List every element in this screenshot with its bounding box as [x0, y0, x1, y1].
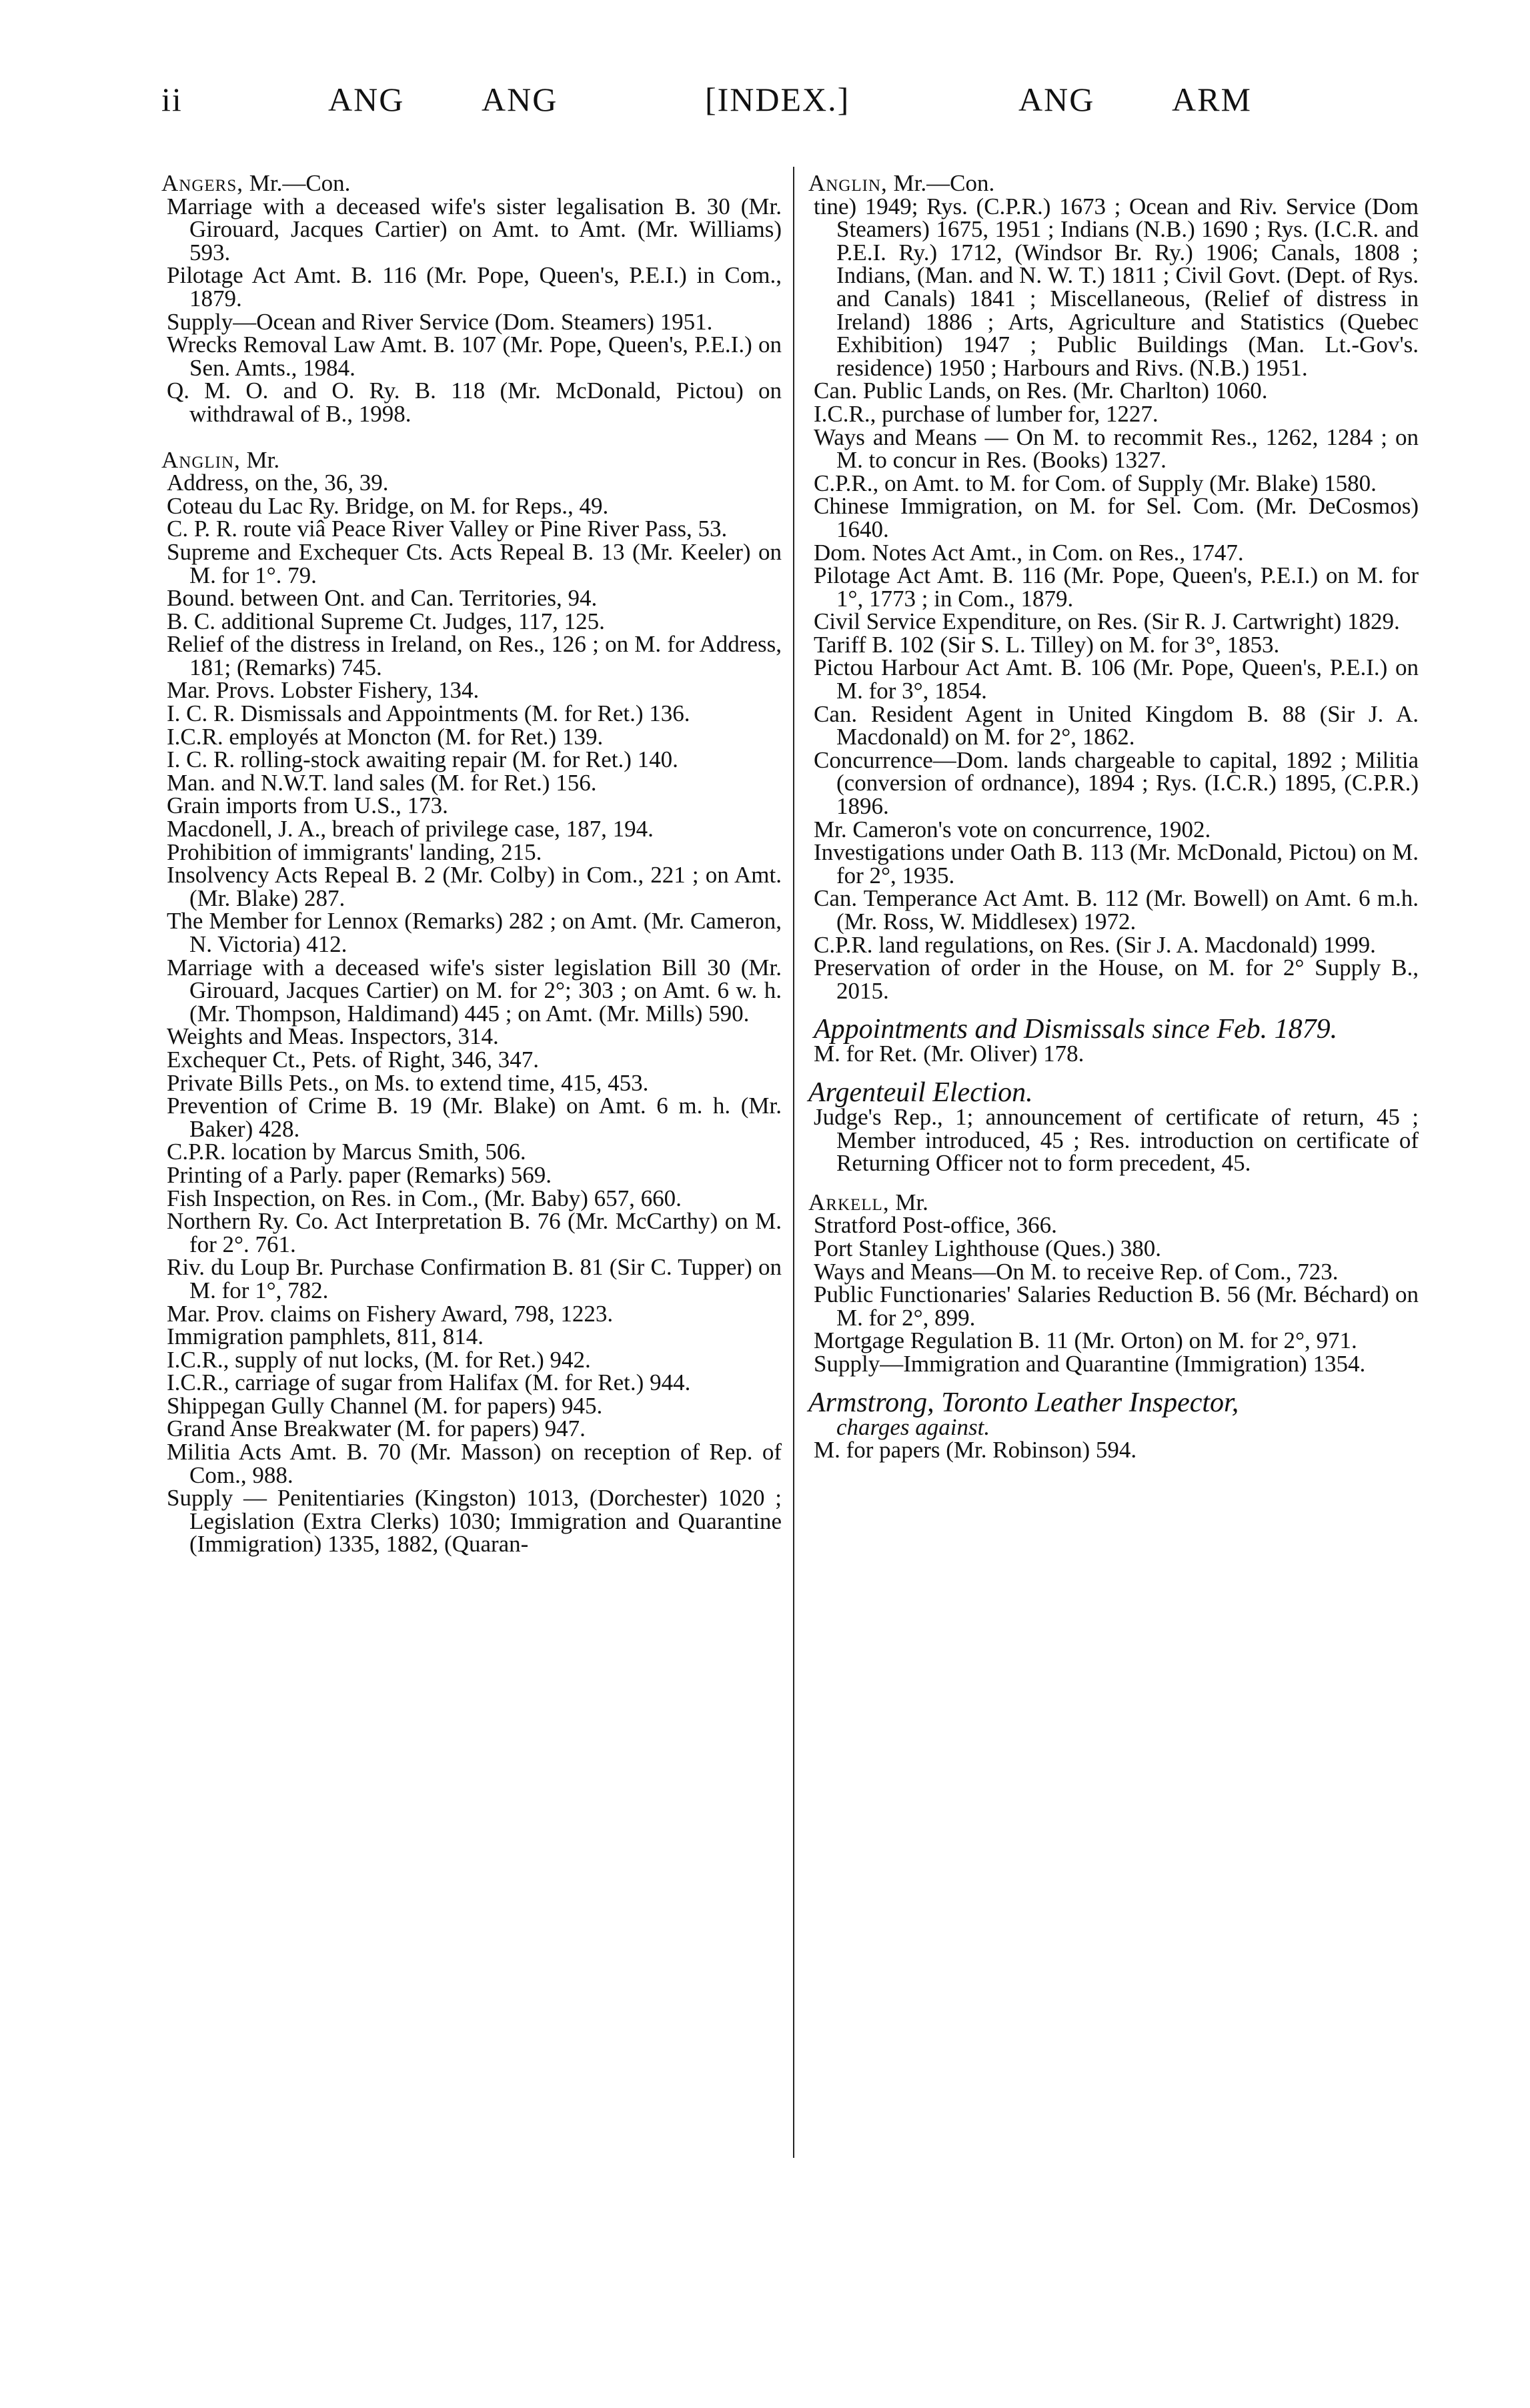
index-line: Q. M. O. and O. Ry. B. 118 (Mr. McDonald, Pictou) on withdrawal of B., 1998.: [167, 378, 782, 427]
index-line: Can. Resident Agent in United Kingdom B. 88 (Sir J. A. Macdonald) on M. for 2°, 1862.: [814, 700, 1419, 750]
index-line: Shippegan Gully Channel (M. for papers) 945.: [167, 1392, 603, 1419]
index-line: Address, on the, 36, 39.: [167, 470, 389, 496]
topic-subheading: charges against.: [836, 1413, 990, 1440]
entry-title: Mr.—Con.: [893, 170, 995, 196]
index-line: Exchequer Ct., Pets. of Right, 346, 347.: [167, 1046, 540, 1073]
index-line: Supply—Ocean and River Service (Dom. Steamers) 1951.: [167, 308, 713, 335]
entry-title: Mr.—Con.: [249, 170, 351, 196]
index-line: Mar. Provs. Lobster Fishery, 134.: [167, 677, 480, 704]
entry-title: Mr.: [246, 446, 280, 473]
guide-word-3: ANG: [1018, 81, 1095, 118]
index-line: Dom. Notes Act Amt., in Com. on Res., 1747.: [814, 539, 1244, 566]
index-line: Supreme and Exchequer Cts. Acts Repeal B. 13 (Mr. Keeler) on M. for 1°. 79.: [167, 538, 782, 588]
entry-name: Angers,: [161, 170, 243, 196]
entry-arkell: [808, 1191, 1419, 1376]
index-line: Supply—Immigration and Quarantine (Immigration) 1354.: [814, 1350, 1366, 1377]
entry-name: Arkell,: [808, 1189, 890, 1215]
index-line: Riv. du Loup Br. Purchase Confirmation B. 81 (Sir C. Tupper) on M. for 1°, 782.: [167, 1254, 782, 1303]
entry-appointments: [808, 1016, 1419, 1066]
index-line: I.C.R., supply of nut locks, (M. for Ret.) 942.: [167, 1346, 591, 1373]
index-line: Militia Acts Amt. B. 70 (Mr. Masson) on reception of Rep. of Com., 988.: [167, 1439, 782, 1488]
topic-heading: Armstrong, Toronto Leather Inspector,: [808, 1387, 1239, 1418]
index-line: Marriage with a deceased wife's sister legalisation B. 30 (Mr. Girouard, Jacques Cartier) on Amt. to Amt. (Mr. Williams) 593.: [167, 193, 782, 265]
index-line: C.P.R. location by Marcus Smith, 506.: [167, 1139, 526, 1165]
index-line: C.P.R., on Amt. to M. for Com. of Supply (Mr. Blake) 1580.: [814, 470, 1377, 496]
index-line: Pictou Harbour Act Amt. B. 106 (Mr. Pope, Queen's, P.E.I.) on M. for 3°, 1854.: [814, 654, 1419, 704]
section-title: [INDEX.]: [705, 81, 850, 118]
entry-items: [808, 1214, 1419, 1375]
index-line: Wrecks Removal Law Amt. B. 107 (Mr. Pope, Queen's, P.E.I.) on Sen. Amts., 1984.: [167, 332, 782, 381]
index-line: Man. and N.W.T. land sales (M. for Ret.) 156.: [167, 769, 597, 796]
entry-argenteuil: [808, 1079, 1419, 1175]
index-line: I.C.R., carriage of sugar from Halifax (M. for Ret.) 944.: [167, 1369, 691, 1396]
entry-items: [808, 1439, 1419, 1462]
entry-items: [808, 195, 1419, 1003]
entry-heading: [808, 1191, 1419, 1215]
entry-angers-continued: [161, 172, 782, 426]
index-line: Preservation of order in the House, on M. for 2° Supply B., 2015.: [814, 955, 1419, 1004]
index-line: Mar. Prov. claims on Fishery Award, 798, 1223.: [167, 1300, 614, 1327]
index-line: Port Stanley Lighthouse (Ques.) 380.: [814, 1235, 1162, 1261]
index-line: Insolvency Acts Repeal B. 2 (Mr. Colby) in Com., 221 ; on Amt. (Mr. Blake) 287.: [167, 862, 782, 911]
index-line: B. C. additional Supreme Ct. Judges, 117, 125.: [167, 608, 605, 634]
index-line: Marriage with a deceased wife's sister legislation Bill 30 (Mr. Girouard, Jacques Cartier) on M. for 2°; 303 ; on Amt. 6 w. h. (Mr. Thompson, Haldimand) 445 ; on Amt. (Mr. Mills) 590.: [167, 954, 782, 1027]
index-line: Ways and Means — On M. to recommit Res., 1262, 1284 ; on M. to concur in Res. (Books) 1327.: [814, 424, 1419, 474]
column-divider: [793, 167, 794, 2158]
guide-word-2: ANG: [482, 81, 558, 118]
index-line: Public Functionaries' Salaries Reduction B. 56 (Mr. Béchard) on M. for 2°, 899.: [814, 1281, 1419, 1331]
index-line: Judge's Rep., 1; announcement of certificate of return, 45 ; Member introduced, 45 ; Res. introduction on certificate of Returning Officer not to form precedent, 45.: [814, 1103, 1419, 1177]
spacer: [161, 426, 782, 449]
entry-anglin: [161, 446, 782, 1558]
index-line: Civil Service Expenditure, on Res. (Sir R. J. Cartwright) 1829.: [814, 608, 1400, 635]
page-number: ii: [161, 81, 183, 118]
index-line: Concurrence—Dom. lands chargeable to capital, 1892 ; Militia (conversion of ordnance), 1894 ; Rys. (I.C.R.) 1895, (C.P.R.) 1896.: [814, 746, 1419, 820]
index-line: Mortgage Regulation B. 11 (Mr. Orton) on M. for 2°, 971.: [814, 1327, 1357, 1354]
index-line: Macdonell, J. A., breach of privilege case, 187, 194.: [167, 816, 654, 842]
index-line: tine) 1949; Rys. (C.P.R.) 1673 ; Ocean and Riv. Service (Dom Steamers) 1675, 1951 ; Indians (N.B.) 1690 ; Rys. (I.C.R. and P.E.I. Ry.) 1712, (Windsor Br. Ry.) 1906; Canals, 1808 ; Indians, (Man. and N. W. T.) 1811 ; Civil Govt. (Dept. of Rys. and Canals) 1841 ; Miscellaneous, (Relief of distress in Ireland) 1886 ; Arts, Agriculture and Statistics (Quebec Exhibition) 1947 ; Public Buildings (Man. Lt.-Gov's. residence) 1950 ; Harbours and Rivs. (N.B.) 1951.: [814, 193, 1419, 381]
guide-word-4: ARM: [1172, 81, 1252, 118]
index-line: Can. Temperance Act Amt. B. 112 (Mr. Bowell) on Amt. 6 m.h. (Mr. Ross, W. Middlesex) 1972.: [814, 885, 1419, 935]
index-line: C. P. R. route viâ Peace River Valley or Pine River Pass, 53.: [167, 516, 728, 542]
entry-items: [808, 1043, 1419, 1066]
index-line: Private Bills Pets., on Ms. to extend time, 415, 453.: [167, 1069, 649, 1096]
index-line: Weights and Meas. Inspectors, 314.: [167, 1023, 499, 1050]
entry-armstrong: [808, 1389, 1419, 1462]
index-line: C.P.R. land regulations, on Res. (Sir J. A. Macdonald) 1999.: [814, 931, 1376, 958]
left-column: [161, 172, 782, 1556]
index-line: Relief of the distress in Ireland, on Res., 126 ; on M. for Address, 181; (Remarks) 745.: [167, 631, 782, 680]
index-line: Northern Ry. Co. Act Interpretation B. 76 (Mr. McCarthy) on M. for 2°. 761.: [167, 1208, 782, 1257]
index-line: Fish Inspection, on Res. in Com., (Mr. Baby) 657, 660.: [167, 1185, 682, 1211]
index-line: Supply — Penitentiaries (Kingston) 1013, (Dorchester) 1020 ; Legislation (Extra Clerks) 1030; Immigration and Quarantine (Immigration) 1335, 1882, (Quaran-: [167, 1485, 782, 1558]
index-line: Prohibition of immigrants' landing, 215.: [167, 838, 542, 865]
entry-items: [161, 472, 782, 1556]
index-line: Can. Public Lands, on Res. (Mr. Charlton) 1060.: [814, 378, 1268, 404]
entry-items: [161, 195, 782, 426]
index-line: Bound. between Ont. and Can. Territories, 94.: [167, 585, 598, 612]
index-line: Grand Anse Breakwater (M. for papers) 947.: [167, 1415, 586, 1442]
index-line: Prevention of Crime B. 19 (Mr. Blake) on Amt. 6 m. h. (Mr. Baker) 428.: [167, 1093, 782, 1142]
index-line: M. for papers (Mr. Robinson) 594.: [814, 1437, 1137, 1463]
index-line: Immigration pamphlets, 811, 814.: [167, 1323, 484, 1350]
running-header: [0, 80, 1530, 133]
index-line: Chinese Immigration, on M. for Sel. Com. (Mr. DeCosmos) 1640.: [814, 493, 1419, 542]
index-line: I.C.R. employés at Moncton (M. for Ret.) 139.: [167, 723, 604, 750]
entry-heading: [161, 446, 782, 473]
index-line: Investigations under Oath B. 113 (Mr. McDonald, Pictou) on M. for 2°, 1935.: [814, 839, 1419, 888]
topic-heading: Appointments and Dismissals since Feb. 1879.: [814, 1014, 1338, 1045]
index-line: The Member for Lennox (Remarks) 282 ; on Amt. (Mr. Cameron, N. Victoria) 412.: [167, 908, 782, 957]
topic-heading: Argenteuil Election.: [808, 1077, 1033, 1108]
index-line: I.C.R., purchase of lumber for, 1227.: [814, 400, 1159, 427]
index-line: I. C. R. Dismissals and Appointments (M. for Ret.) 136.: [167, 700, 690, 727]
index-line: Stratford Post-office, 366.: [814, 1212, 1057, 1239]
index-line: Pilotage Act Amt. B. 116 (Mr. Pope, Queen's, P.E.I.) in Com., 1879.: [167, 262, 782, 312]
index-line: Mr. Cameron's vote on concurrence, 1902.: [814, 816, 1211, 842]
index-line: I. C. R. rolling-stock awaiting repair (M. for Ret.) 140.: [167, 746, 678, 773]
index-line: Ways and Means—On M. to receive Rep. of Com., 723.: [814, 1258, 1339, 1285]
entry-heading: [161, 172, 782, 195]
entry-heading: [808, 172, 1419, 195]
entry-title: Mr.: [895, 1189, 928, 1215]
entry-name: Anglin,: [808, 170, 888, 196]
guide-word-1: ANG: [328, 81, 405, 118]
index-line: M. for Ret. (Mr. Oliver) 178.: [814, 1041, 1084, 1067]
index-line: Grain imports from U.S., 173.: [167, 792, 448, 819]
index-line: Coteau du Lac Ry. Bridge, on M. for Reps., 49.: [167, 492, 609, 519]
index-line: Pilotage Act Amt. B. 116 (Mr. Pope, Queen's, P.E.I.) on M. for 1°, 1773 ; in Com., 1879.: [814, 562, 1419, 612]
entry-name: Anglin,: [161, 446, 241, 473]
entry-items: [808, 1103, 1419, 1177]
index-line: Tariff B. 102 (Sir S. L. Tilley) on M. for 3°, 1853.: [814, 631, 1280, 658]
index-line: Printing of a Parly. paper (Remarks) 569.: [167, 1161, 552, 1188]
entry-anglin-continued: [808, 172, 1419, 1003]
right-column: [808, 172, 1419, 1462]
